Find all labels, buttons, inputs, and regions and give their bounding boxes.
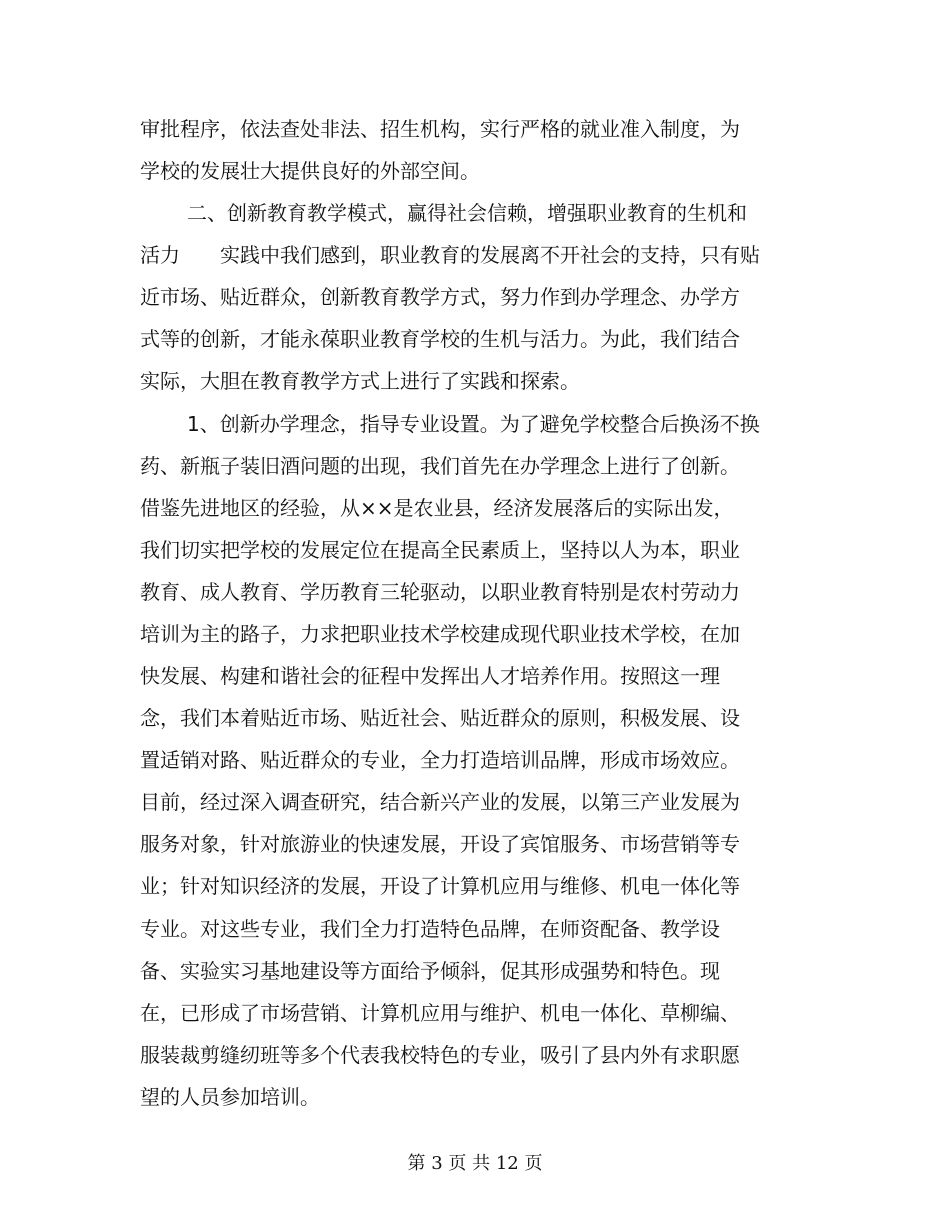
text-line: 在，已形成了市场营销、计算机应用与维护、机电一体化、草柳编、	[140, 1001, 740, 1025]
text-line: 二、创新教育教学模式，赢得社会信赖，增强职业教育的生机和	[187, 201, 747, 225]
text-line: 我们切实把学校的发展定位在提高全民素质上，坚持以人为本，职业	[140, 538, 740, 562]
text-line: 望的人员参加培训。	[140, 1085, 320, 1109]
text-line: 念，我们本着贴近市场、贴近社会、贴近群众的原则，积极发展、设	[140, 706, 740, 730]
text-line: 活力 实践中我们感到，职业教育的发展离不开社会的支持，只有贴	[140, 243, 760, 267]
text-line: 目前，经过深入调查研究，结合新兴产业的发展，以第三产业发展为	[140, 790, 740, 814]
text-line: 近市场、贴近群众，创新教育教学方式，努力作到办学理念、办学方	[140, 285, 740, 309]
page-footer: 第 3 页 共 12 页	[407, 1153, 543, 1174]
text-line: 实际，大胆在教育教学方式上进行了实践和探索。	[140, 369, 580, 393]
text-line: 培训为主的路子，力求把职业技术学校建成现代职业技术学校，在加	[140, 622, 740, 646]
text-line: 药、新瓶子装旧酒问题的出现，我们首先在办学理念上进行了创新。	[140, 454, 740, 478]
text-line: 式等的创新，才能永葆职业教育学校的生机与活力。为此，我们结合	[140, 327, 740, 351]
text-line: 置适销对路、贴近群众的专业，全力打造培训品牌，形成市场效应。	[140, 748, 740, 772]
text-line: 借鉴先进地区的经验，从××是农业县，经济发展落后的实际出发，	[140, 496, 734, 520]
text-line: 备、实验实习基地建设等方面给予倾斜，促其形成强势和特色。现	[140, 959, 720, 983]
text-line: 1、创新办学理念，指导专业设置。为了避免学校整合后换汤不换	[187, 412, 760, 436]
text-line: 专业。对这些专业，我们全力打造特色品牌，在师资配备、教学设	[140, 917, 720, 941]
text-line: 服装裁剪缝纫班等多个代表我校特色的专业，吸引了县内外有求职愿	[140, 1043, 740, 1067]
text-line: 快发展、构建和谐社会的征程中发挥出人才培养作用。按照这一理	[140, 664, 720, 688]
text-line: 学校的发展壮大提供良好的外部空间。	[140, 159, 480, 183]
text-line: 教育、成人教育、学历教育三轮驱动，以职业教育特别是农村劳动力	[140, 580, 740, 604]
text-line: 审批程序，依法查处非法、招生机构，实行严格的就业准入制度，为	[140, 117, 740, 141]
text-line: 服务对象，针对旅游业的快速发展，开设了宾馆服务、市场营销等专	[140, 832, 740, 856]
text-line: 业；针对知识经济的发展，开设了计算机应用与维修、机电一体化等	[140, 874, 740, 898]
